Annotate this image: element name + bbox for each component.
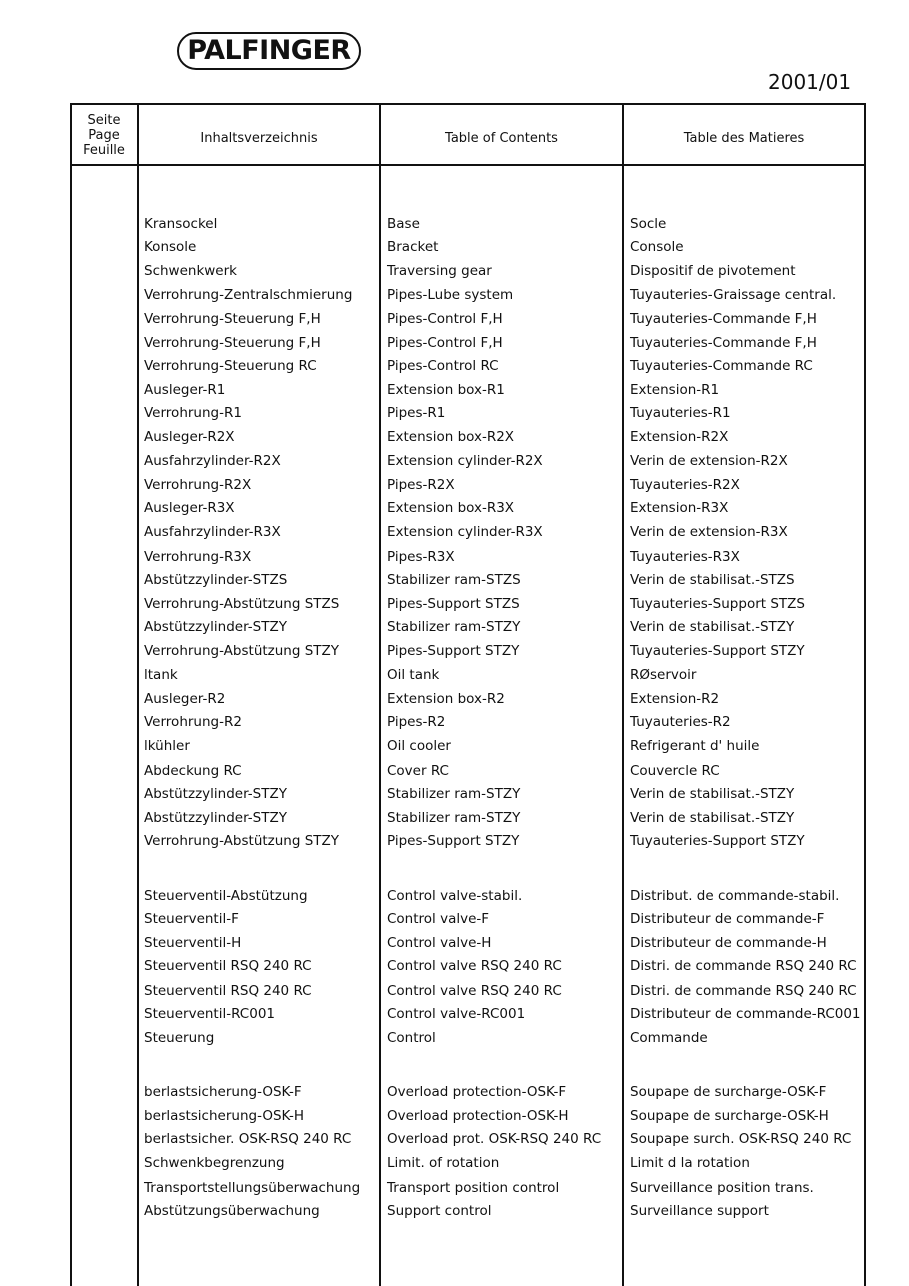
toc-entry-en: Stabilizer ram-STZY: [387, 619, 521, 635]
toc-entry-de: Verrohrung-Abstützung STZY: [144, 643, 340, 659]
toc-entry-en: Pipes-Control F,H: [387, 311, 503, 327]
header-feuille: Feuille: [83, 143, 125, 158]
page-column-divider: [137, 103, 139, 1286]
toc-entry-en: Control valve-RC001: [387, 1006, 526, 1022]
toc-entry-fr: Soupape surch. OSK-RSQ 240 RC: [630, 1131, 852, 1147]
toc-entry-en: Cover RC: [387, 763, 449, 779]
toc-entry-fr: Verin de extension-R3X: [630, 524, 788, 540]
toc-entry-en: Extension cylinder-R2X: [387, 453, 543, 469]
document-date: 2001/01: [768, 70, 852, 94]
toc-entry-de: Steuerventil-H: [144, 935, 242, 951]
toc-entry-de: Steuerung: [144, 1030, 215, 1046]
toc-entry-en: Pipes-Support STZS: [387, 596, 520, 612]
toc-entry-fr: Surveillance support: [630, 1203, 769, 1219]
header-inhaltsverzeichnis: Inhaltsverzeichnis: [200, 131, 318, 146]
header-page: Page: [88, 128, 120, 143]
toc-entry-de: Verrohrung-Steuerung F,H: [144, 311, 321, 327]
toc-entry-de: berlastsicherung-OSK-F: [144, 1084, 302, 1100]
toc-entry-de: Kransockel: [144, 216, 218, 232]
toc-entry-fr: Tuyauteries-Support STZY: [630, 643, 805, 659]
header-bottom-border: [70, 164, 866, 166]
toc-entry-fr: Verin de stabilisat.-STZY: [630, 786, 795, 802]
toc-entry-fr: Commande: [630, 1030, 708, 1046]
toc-entry-en: Bracket: [387, 239, 439, 255]
toc-entry-en: Limit. of rotation: [387, 1155, 500, 1171]
toc-entry-fr: Tuyauteries-Commande F,H: [630, 335, 817, 351]
toc-entry-en: Base: [387, 216, 420, 232]
header-table-des-matieres: Table des Matieres: [683, 131, 805, 146]
toc-entry-en: Pipes-Support STZY: [387, 833, 520, 849]
en-column-divider: [622, 103, 624, 1286]
toc-entry-en: Overload protection-OSK-F: [387, 1084, 567, 1100]
toc-entry-fr: Tuyauteries-Support STZS: [630, 596, 805, 612]
toc-entry-en: Support control: [387, 1203, 492, 1219]
toc-entry-de: Verrohrung-R2: [144, 714, 242, 730]
toc-entry-fr: Limit d la rotation: [630, 1155, 750, 1171]
toc-entry-en: Extension box-R2: [387, 691, 505, 707]
toc-entry-de: Schwenkwerk: [144, 263, 237, 279]
de-column-divider: [379, 103, 381, 1286]
toc-entry-de: lkühler: [144, 738, 190, 754]
toc-entry-fr: Refrigerant d' huile: [630, 738, 760, 754]
toc-entry-fr: Tuyauteries-R3X: [630, 549, 740, 565]
toc-entry-en: Control valve RSQ 240 RC: [387, 958, 562, 974]
toc-entry-en: Control valve-F: [387, 911, 490, 927]
toc-entry-fr: Verin de stabilisat.-STZY: [630, 810, 795, 826]
page-column-header: [70, 113, 138, 158]
toc-entry-en: Control valve-H: [387, 935, 492, 951]
toc-entry-fr: Console: [630, 239, 684, 255]
toc-entry-fr: Dispositif de pivotement: [630, 263, 796, 279]
toc-entry-de: Verrohrung-R3X: [144, 549, 252, 565]
toc-entry-en: Oil cooler: [387, 738, 451, 754]
toc-entry-fr: Distribut. de commande-stabil.: [630, 888, 840, 904]
toc-entry-de: Steuerventil RSQ 240 RC: [144, 958, 312, 974]
toc-entry-de: Transportstellungsüberwachung: [144, 1180, 361, 1196]
toc-entry-de: Steuerventil-RC001: [144, 1006, 275, 1022]
toc-entry-fr: Socle: [630, 216, 667, 232]
toc-entry-en: Traversing gear: [387, 263, 492, 279]
toc-entry-fr: Tuyauteries-Support STZY: [630, 833, 805, 849]
toc-entry-fr: Soupape de surcharge-OSK-H: [630, 1108, 829, 1124]
toc-entry-fr: RØservoir: [630, 667, 697, 683]
toc-entry-en: Transport position control: [387, 1180, 560, 1196]
toc-entry-fr: Extension-R2: [630, 691, 720, 707]
toc-entry-de: Ausfahrzylinder-R3X: [144, 524, 281, 540]
toc-entry-de: Verrohrung-Steuerung F,H: [144, 335, 321, 351]
toc-entry-en: Pipes-R1: [387, 405, 446, 421]
toc-entry-en: Extension box-R3X: [387, 500, 515, 516]
toc-entry-de: Abdeckung RC: [144, 763, 242, 779]
toc-entry-fr: Surveillance position trans.: [630, 1180, 814, 1196]
toc-entry-de: berlastsicher. OSK-RSQ 240 RC: [144, 1131, 352, 1147]
toc-entry-en: Pipes-R3X: [387, 549, 455, 565]
toc-entry-fr: Distributeur de commande-H: [630, 935, 827, 951]
palfinger-logo: PALFINGER: [177, 32, 361, 70]
toc-entry-fr: Distri. de commande RSQ 240 RC: [630, 983, 857, 999]
toc-entry-fr: Soupape de surcharge-OSK-F: [630, 1084, 827, 1100]
toc-entry-de: Steuerventil RSQ 240 RC: [144, 983, 312, 999]
toc-entry-en: Overload prot. OSK-RSQ 240 RC: [387, 1131, 602, 1147]
toc-entry-en: Stabilizer ram-STZY: [387, 810, 521, 826]
toc-entry-fr: Verin de stabilisat.-STZS: [630, 572, 795, 588]
toc-entry-de: Ausleger-R3X: [144, 500, 235, 516]
toc-entry-fr: Distributeur de commande-F: [630, 911, 825, 927]
toc-entry-fr: Tuyauteries-R2X: [630, 477, 740, 493]
toc-entry-de: Abstützungsüberwachung: [144, 1203, 320, 1219]
toc-entry-de: Abstützzylinder-STZY: [144, 786, 287, 802]
toc-entry-de: Abstützzylinder-STZY: [144, 619, 287, 635]
toc-entry-de: Verrohrung-Zentralschmierung: [144, 287, 353, 303]
toc-entry-de: Steuerventil-Abstützung: [144, 888, 308, 904]
toc-entry-en: Stabilizer ram-STZY: [387, 786, 521, 802]
toc-entry-de: Ausleger-R1: [144, 382, 226, 398]
toc-entry-de: Verrohrung-Abstützung STZS: [144, 596, 340, 612]
toc-entry-fr: Tuyauteries-Commande F,H: [630, 311, 817, 327]
toc-entry-de: Ausleger-R2: [144, 691, 226, 707]
toc-entry-en: Extension box-R2X: [387, 429, 515, 445]
toc-entry-en: Control valve-stabil.: [387, 888, 523, 904]
toc-entry-fr: Extension-R3X: [630, 500, 729, 516]
toc-entry-en: Pipes-Control RC: [387, 358, 499, 374]
toc-entry-de: berlastsicherung-OSK-H: [144, 1108, 304, 1124]
toc-entry-en: Oil tank: [387, 667, 440, 683]
toc-entry-de: Schwenkbegrenzung: [144, 1155, 285, 1171]
toc-entry-fr: Tuyauteries-R1: [630, 405, 731, 421]
toc-entry-en: Control: [387, 1030, 436, 1046]
toc-entry-de: Ausleger-R2X: [144, 429, 235, 445]
toc-entry-en: Pipes-Control F,H: [387, 335, 503, 351]
toc-entry-en: Pipes-R2X: [387, 477, 455, 493]
toc-entry-de: Abstützzylinder-STZS: [144, 572, 288, 588]
header-table-of-contents: Table of Contents: [445, 131, 558, 146]
toc-entry-fr: Couvercle RC: [630, 763, 720, 779]
toc-entry-en: Pipes-R2: [387, 714, 446, 730]
toc-entry-en: Extension cylinder-R3X: [387, 524, 543, 540]
table-left-border: [70, 103, 72, 1286]
table-top-border: [70, 103, 866, 105]
toc-entry-de: Konsole: [144, 239, 197, 255]
toc-entry-de: Abstützzylinder-STZY: [144, 810, 287, 826]
toc-entry-fr: Tuyauteries-R2: [630, 714, 731, 730]
toc-entry-en: Extension box-R1: [387, 382, 505, 398]
header-seite: Seite: [87, 113, 121, 128]
toc-entry-fr: Extension-R1: [630, 382, 720, 398]
toc-entry-en: Pipes-Support STZY: [387, 643, 520, 659]
toc-entry-fr: Distributeur de commande-RC001: [630, 1006, 861, 1022]
toc-entry-de: ltank: [144, 667, 178, 683]
toc-entry-fr: Verin de stabilisat.-STZY: [630, 619, 795, 635]
toc-entry-de: Verrohrung-Steuerung RC: [144, 358, 317, 374]
toc-entry-fr: Tuyauteries-Graissage central.: [630, 287, 837, 303]
toc-entry-en: Pipes-Lube system: [387, 287, 514, 303]
toc-entry-de: Verrohrung-R1: [144, 405, 242, 421]
toc-entry-fr: Distri. de commande RSQ 240 RC: [630, 958, 857, 974]
toc-entry-en: Stabilizer ram-STZS: [387, 572, 521, 588]
table-right-border: [864, 103, 866, 1286]
toc-entry-fr: Tuyauteries-Commande RC: [630, 358, 813, 374]
toc-entry-de: Verrohrung-R2X: [144, 477, 252, 493]
toc-entry-de: Verrohrung-Abstützung STZY: [144, 833, 340, 849]
toc-entry-fr: Extension-R2X: [630, 429, 729, 445]
toc-entry-fr: Verin de extension-R2X: [630, 453, 788, 469]
toc-entry-de: Ausfahrzylinder-R2X: [144, 453, 281, 469]
toc-entry-de: Steuerventil-F: [144, 911, 239, 927]
toc-entry-en: Overload protection-OSK-H: [387, 1108, 569, 1124]
toc-entry-en: Control valve RSQ 240 RC: [387, 983, 562, 999]
